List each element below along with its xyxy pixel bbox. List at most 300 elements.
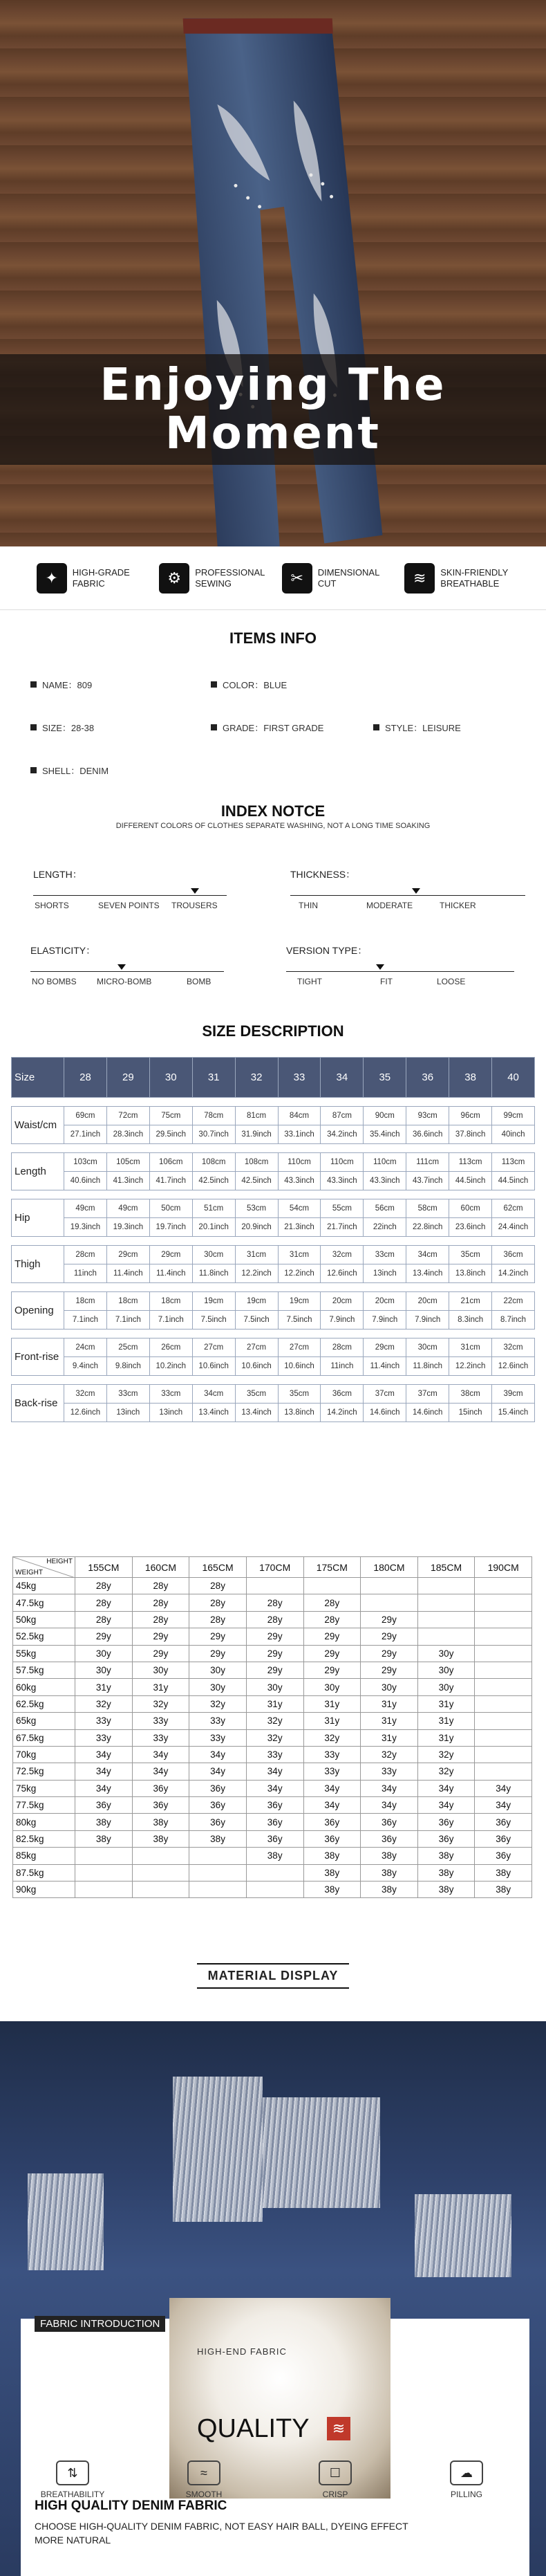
frayed-denim [173,2077,263,2222]
fit-size-cell: 36y [303,1830,361,1847]
fit-size-cell: 28y [303,1594,361,1611]
fit-size-cell: 36y [303,1814,361,1830]
fit-size-cell: 34y [75,1746,133,1763]
size-cell-inch: 7.1inch [106,1311,149,1330]
size-cell-inch: 14.6inch [406,1404,449,1422]
property-label: BREATHABILITY [40,2490,105,2499]
fit-size-cell: 34y [75,1763,133,1780]
size-cell-inch: 19.7inch [149,1218,192,1237]
property-label: CRISP [322,2490,348,2499]
size-cell-cm: 36cm [492,1246,535,1264]
fit-size-cell: 34y [132,1746,189,1763]
frayed-denim [263,2097,380,2208]
hero-image [0,0,546,546]
table-row [13,1882,532,1898]
fit-size-cell [132,1882,189,1898]
size-cell-cm: 87cm [321,1107,364,1125]
size-cell-inch: 34.2inch [321,1125,364,1144]
size-cell-inch: 23.6inch [449,1218,492,1237]
table-row [12,1107,535,1125]
row-gap [12,1376,535,1385]
table-row [12,1125,535,1144]
size-cell-cm: 106cm [149,1153,192,1172]
fit-size-cell: 30y [132,1662,189,1678]
fit-size-cell: 36y [75,1797,133,1814]
weight-cell: 55kg [13,1645,75,1662]
frayed-denim [415,2194,511,2277]
size-header-cell: 34 [321,1058,364,1098]
items-info-title: ITEMS INFO [229,629,317,647]
size-cell-cm: 18cm [64,1292,107,1311]
scale-option: FIT [380,977,393,986]
weight-cell: 90kg [13,1882,75,1898]
table-row [13,1628,532,1645]
selected-marker-icon [376,964,384,970]
size-cell-inch: 19.3inch [64,1218,107,1237]
info-text: NAME：809 [42,680,93,690]
feature-breathable [404,563,509,594]
scale-option: BOMB [187,977,211,986]
size-cell-inch: 9.8inch [106,1357,149,1376]
size-cell-cm: 75cm [149,1107,192,1125]
fit-size-cell: 32y [75,1695,133,1712]
table-row [13,1848,532,1864]
index-title: INDEX NOTCE [220,802,326,820]
weight-cell: 75kg [13,1780,75,1796]
fit-size-cell: 31y [417,1729,475,1746]
table-row [12,1404,535,1422]
size-cell-cm: 51cm [192,1199,235,1218]
fit-size-cell [417,1594,475,1611]
size-cell-cm: 35cm [235,1385,278,1404]
fit-size-cell: 30y [361,1679,418,1695]
fit-size-cell: 30y [417,1679,475,1695]
fit-size-cell [246,1864,303,1881]
fit-size-cell: 36y [189,1814,247,1830]
fit-size-cell: 38y [132,1814,189,1830]
size-cell-cm: 58cm [406,1199,449,1218]
fit-size-cell: 30y [75,1645,133,1662]
size-cell-cm: 50cm [149,1199,192,1218]
fit-size-cell: 28y [75,1578,133,1594]
table-row [13,1780,532,1796]
size-cell-cm: 25cm [106,1338,149,1357]
scale-option: SEVEN POINTS [98,901,160,910]
size-cell-cm: 69cm [64,1107,107,1125]
fit-size-cell [246,1882,303,1898]
fit-size-cell: 32y [246,1729,303,1746]
size-cell-cm: 110cm [278,1153,321,1172]
size-cell-inch: 11inch [321,1357,364,1376]
size-cell-inch: 12.6inch [64,1404,107,1422]
fit-size-cell: 36y [361,1814,418,1830]
fit-size-cell: 34y [475,1797,532,1814]
size-cell-cm: 34cm [192,1385,235,1404]
fit-size-cell [189,1864,247,1881]
property-label: PILLING [450,2490,483,2499]
size-cell-cm: 113cm [492,1153,535,1172]
size-cell-inch: 43.3inch [364,1172,406,1190]
feature-label: PROFESSIONAL [195,567,265,578]
feature-strip [0,546,546,610]
scale-option: MODERATE [366,901,413,910]
size-cell-inch: 36.6inch [406,1125,449,1144]
fit-size-cell: 28y [189,1578,247,1594]
fit-size-cell: 31y [246,1695,303,1712]
size-cell-inch: 12.2inch [235,1264,278,1283]
size-cell-cm: 36cm [321,1385,364,1404]
size-cell-inch: 41.7inch [149,1172,192,1190]
fit-size-cell [475,1578,532,1594]
size-cell-cm: 19cm [235,1292,278,1311]
size-cell-cm: 32cm [64,1385,107,1404]
fit-size-cell: 29y [246,1662,303,1678]
fit-size-cell: 34y [189,1746,247,1763]
size-cell-inch: 19.3inch [106,1218,149,1237]
fit-size-cell: 31y [361,1729,418,1746]
corner-cell [13,1557,75,1578]
size-cell-inch: 43.7inch [406,1172,449,1190]
fit-size-cell [246,1578,303,1594]
weight-cell: 72.5kg [13,1763,75,1780]
size-cell-cm: 31cm [235,1246,278,1264]
fit-size-cell [475,1611,532,1628]
size-cell-inch: 21.3inch [278,1218,321,1237]
table-row [13,1645,532,1662]
size-cell-inch: 40inch [492,1125,535,1144]
fit-size-cell: 31y [417,1713,475,1729]
size-cell-inch: 27.1inch [64,1125,107,1144]
fit-size-cell: 32y [189,1695,247,1712]
size-cell-inch: 22.8inch [406,1218,449,1237]
fit-size-cell: 29y [246,1645,303,1662]
table-row [13,1679,532,1695]
height-header-cell: 180CM [361,1557,418,1578]
selected-marker-icon [412,888,420,894]
info-shell [30,764,109,777]
size-cell-cm: 32cm [492,1338,535,1357]
feature-label: BREATHABLE [440,578,500,589]
size-cell-inch: 7.9inch [364,1311,406,1330]
size-cell-cm: 55cm [321,1199,364,1218]
fit-size-cell: 29y [246,1628,303,1645]
size-cell-cm: 34cm [406,1246,449,1264]
table-row [12,1385,535,1404]
fit-size-cell [475,1729,532,1746]
size-cell-inch: 28.3inch [106,1125,149,1144]
size-cell-inch: 7.1inch [64,1311,107,1330]
feature-cut [282,563,387,594]
size-cell-inch: 42.5inch [235,1172,278,1190]
size-cell-inch: 43.3inch [321,1172,364,1190]
property-crisp [283,2460,387,2499]
hero-title-line1: Enjoying The [100,360,446,411]
size-cell-cm: 105cm [106,1153,149,1172]
table-row [12,1246,535,1264]
table-row [12,1311,535,1330]
feature-label: FABRIC [72,578,105,589]
size-row-label: Opening [12,1292,64,1330]
scale-option: SHORTS [35,901,69,910]
fit-size-cell: 34y [189,1763,247,1780]
size-cell-cm: 81cm [235,1107,278,1125]
fit-size-cell [303,1578,361,1594]
size-row-label: Back-rise [12,1385,64,1422]
size-cell-inch: 7.5inch [235,1311,278,1330]
size-cell-inch: 20.1inch [192,1218,235,1237]
table-row [12,1292,535,1311]
size-cell-inch: 20.9inch [235,1218,278,1237]
size-cell-inch: 22inch [364,1218,406,1237]
size-cell-inch: 7.9inch [321,1311,364,1330]
size-cell-inch: 35.4inch [364,1125,406,1144]
fit-size-cell: 38y [189,1830,247,1847]
size-cell-inch: 7.5inch [192,1311,235,1330]
fit-size-cell: 29y [75,1628,133,1645]
height-header-cell: 160CM [132,1557,189,1578]
fit-size-cell: 34y [246,1763,303,1780]
row-gap [12,1098,535,1107]
bullet-icon [373,724,379,730]
size-cell-cm: 30cm [406,1338,449,1357]
fit-size-cell: 38y [246,1848,303,1864]
size-header-cell: 32 [235,1058,278,1098]
fit-size-cell: 34y [132,1763,189,1780]
fit-size-cell: 38y [475,1864,532,1881]
fit-size-cell: 29y [303,1645,361,1662]
table-row [12,1199,535,1218]
fit-size-cell: 32y [246,1713,303,1729]
size-cell-inch: 12.2inch [449,1357,492,1376]
fit-size-cell: 32y [417,1763,475,1780]
size-cell-cm: 30cm [192,1246,235,1264]
fit-size-cell: 34y [246,1780,303,1796]
corner-height: HEIGHT [46,1558,73,1565]
fit-size-cell [475,1679,532,1695]
fit-size-cell: 36y [417,1830,475,1847]
size-cell-inch: 7.1inch [149,1311,192,1330]
fit-size-cell: 29y [132,1645,189,1662]
fit-size-cell: 30y [303,1679,361,1695]
fit-size-cell: 36y [246,1814,303,1830]
size-cell-cm: 60cm [449,1199,492,1218]
size-row-label: Length [12,1153,64,1190]
size-cell-inch: 40.6inch [64,1172,107,1190]
breathable-icon: ≋ [404,563,435,594]
fit-size-cell: 38y [303,1864,361,1881]
weight-cell: 47.5kg [13,1594,75,1611]
fit-size-cell: 38y [132,1830,189,1847]
size-cell-inch: 21.7inch [321,1218,364,1237]
height-header-cell: 155CM [75,1557,133,1578]
size-cell-cm: 29cm [149,1246,192,1264]
fit-size-cell: 32y [417,1746,475,1763]
fit-size-cell: 38y [303,1848,361,1864]
info-text: SIZE：28-38 [42,723,95,733]
size-cell-cm: 27cm [192,1338,235,1357]
fit-size-cell: 31y [361,1695,418,1712]
size-cell-inch: 13inch [364,1264,406,1283]
fit-size-cell [361,1578,418,1594]
hero-banner [0,354,546,465]
denim-icon: ✦ [37,563,67,594]
fit-size-cell: 28y [132,1578,189,1594]
size-cell-cm: 19cm [192,1292,235,1311]
items-info [0,610,546,790]
info-style [373,721,461,734]
fit-size-cell [475,1763,532,1780]
size-cell-cm: 93cm [406,1107,449,1125]
size-cell-cm: 113cm [449,1153,492,1172]
fit-size-cell: 31y [303,1695,361,1712]
weight-cell: 57.5kg [13,1662,75,1678]
size-cell-inch: 33.1inch [278,1125,321,1144]
size-cell-inch: 13.4inch [192,1404,235,1422]
info-name [30,678,92,691]
scale-option: THIN [299,901,318,910]
bullet-icon [211,681,217,688]
size-cell-cm: 96cm [449,1107,492,1125]
size-cell-inch: 31.9inch [235,1125,278,1144]
table-row [12,1264,535,1283]
size-cell-cm: 31cm [449,1338,492,1357]
weight-cell: 67.5kg [13,1729,75,1746]
size-cell-cm: 22cm [492,1292,535,1311]
size-cell-cm: 62cm [492,1199,535,1218]
size-cell-inch: 43.3inch [278,1172,321,1190]
table-row [13,1713,532,1729]
weight-cell: 85kg [13,1848,75,1864]
fabric-description: CHOOSE HIGH-QUALITY DENIM FABRIC, NOT EASY HAIR BALL, DYEING EFFECT MORE NATURAL [35,2521,408,2546]
fit-size-cell [417,1611,475,1628]
weight-cell: 80kg [13,1814,75,1830]
size-cell-inch: 44.5inch [449,1172,492,1190]
fit-size-cell: 29y [303,1662,361,1678]
fit-size-cell: 34y [417,1797,475,1814]
fit-size-cell [475,1594,532,1611]
fit-size-cell: 34y [475,1780,532,1796]
smooth-icon: ≈ [187,2460,220,2485]
high-end-label: HIGH-END FABRIC [197,2346,287,2357]
weight-table-header [13,1557,532,1578]
table-row [13,1864,532,1881]
size-cell-cm: 33cm [364,1246,406,1264]
material-display-title: MATERIAL DISPLAY [197,1963,350,1989]
row-gap [12,1237,535,1246]
size-cell-inch: 11.8inch [406,1357,449,1376]
size-cell-inch: 29.5inch [149,1125,192,1144]
feature-label: SEWING [195,578,232,589]
fit-size-cell: 29y [132,1628,189,1645]
table-row [13,1763,532,1780]
table-row [12,1172,535,1190]
fit-size-cell: 33y [246,1746,303,1763]
size-header-cell: 29 [106,1058,149,1098]
fit-size-cell [189,1848,247,1864]
feature-label: HIGH-GRADE [72,567,130,578]
fit-size-cell: 36y [475,1814,532,1830]
size-cell-inch: 10.6inch [192,1357,235,1376]
fit-size-cell: 36y [189,1797,247,1814]
fit-size-cell: 38y [361,1882,418,1898]
fit-size-cell: 29y [361,1628,418,1645]
fit-size-cell: 29y [361,1662,418,1678]
size-cell-inch: 14.2inch [492,1264,535,1283]
fit-size-cell [475,1645,532,1662]
size-cell-cm: 18cm [106,1292,149,1311]
size-header-cell: 35 [364,1058,406,1098]
scale-option: TROUSERS [171,901,218,910]
size-cell-cm: 20cm [321,1292,364,1311]
fit-size-cell: 33y [303,1746,361,1763]
size-cell-cm: 37cm [364,1385,406,1404]
size-cell-inch: 13.4inch [406,1264,449,1283]
size-cell-cm: 27cm [235,1338,278,1357]
bullet-icon [211,724,217,730]
table-row [13,1746,532,1763]
size-cell-inch: 13.8inch [449,1264,492,1283]
size-cell-cm: 18cm [149,1292,192,1311]
fit-size-cell: 32y [132,1695,189,1712]
table-row [13,1830,532,1847]
size-cell-inch: 15.4inch [492,1404,535,1422]
size-cell-cm: 49cm [106,1199,149,1218]
fit-size-cell: 29y [361,1611,418,1628]
fit-size-cell: 28y [132,1611,189,1628]
fit-size-cell: 29y [189,1628,247,1645]
fabric-intro-title: FABRIC INTRODUCTION [35,2316,165,2332]
size-cell-cm: 49cm [64,1199,107,1218]
scale-line [33,895,227,896]
scale-option: LOOSE [437,977,466,986]
size-header-cell: 40 [492,1058,535,1098]
fit-size-cell: 33y [361,1763,418,1780]
table-row [13,1611,532,1628]
fit-size-cell [475,1746,532,1763]
size-cell-cm: 32cm [321,1246,364,1264]
fit-size-cell: 28y [246,1594,303,1611]
info-grade [211,721,323,734]
fit-size-cell [475,1713,532,1729]
material-display-heading [0,1963,546,1989]
height-header-cell: 190CM [475,1557,532,1578]
breathability-icon: ⇅ [56,2460,89,2485]
feature-label: DIMENSIONAL [317,567,380,578]
weight-cell: 45kg [13,1578,75,1594]
fit-size-cell [475,1662,532,1678]
size-cell-cm: 110cm [364,1153,406,1172]
fit-size-cell [132,1848,189,1864]
info-text: GRADE：FIRST GRADE [223,723,324,733]
size-header-cell: 28 [64,1058,107,1098]
weight-cell: 77.5kg [13,1797,75,1814]
fit-size-cell: 28y [189,1594,247,1611]
size-cell-inch: 12.2inch [278,1264,321,1283]
fit-size-cell: 33y [75,1713,133,1729]
size-cell-inch: 37.8inch [449,1125,492,1144]
scale-label: THICKNESS： [290,869,356,880]
fit-size-cell: 30y [189,1679,247,1695]
size-cell-cm: 56cm [364,1199,406,1218]
scale-option: TIGHT [297,977,322,986]
info-text: SHELL：DENIM [42,766,109,776]
bullet-icon [30,767,37,773]
bullet-icon [30,681,37,688]
pilling-icon: ☁ [450,2460,483,2485]
fit-size-cell: 34y [75,1780,133,1796]
fit-size-cell: 36y [361,1830,418,1847]
hero-title-line2: Moment [165,408,381,459]
